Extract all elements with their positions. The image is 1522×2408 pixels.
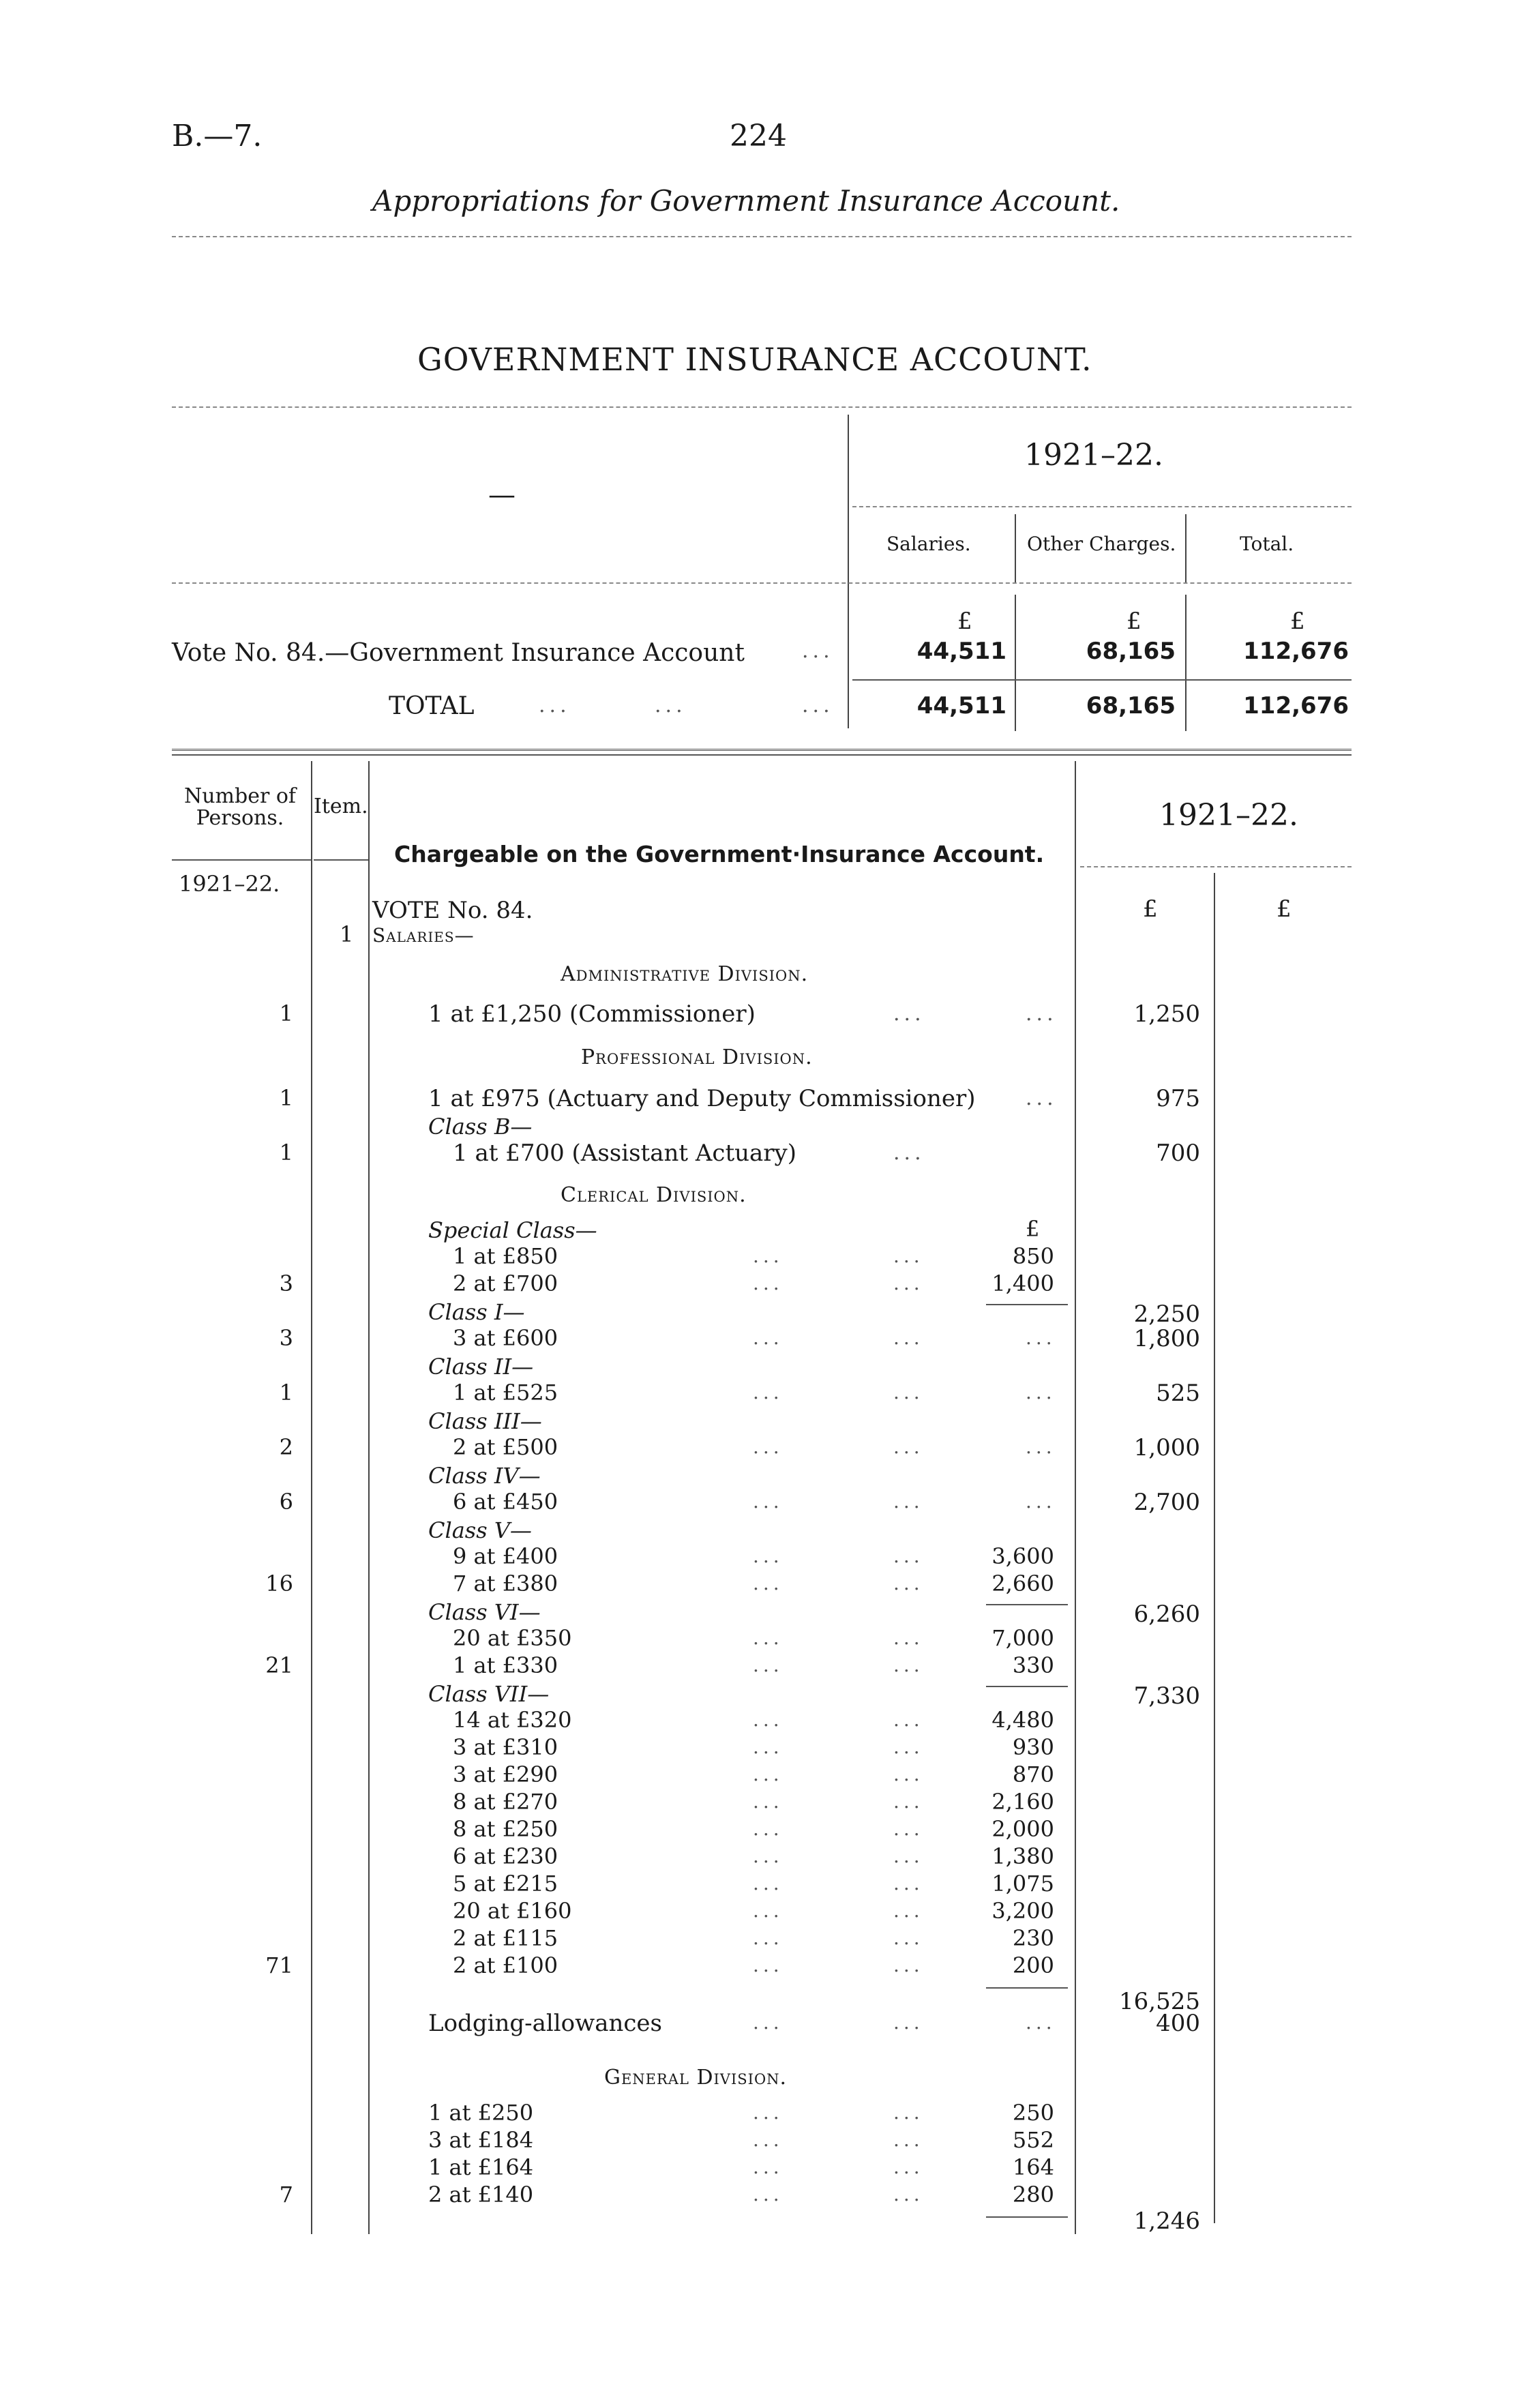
- total-divider: [1214, 873, 1215, 2223]
- dots-class-7f1: ...: [753, 1845, 784, 1867]
- dots-general-140a: ...: [753, 2183, 784, 2205]
- line-special-850: 1 at £850: [453, 1243, 558, 1269]
- dots-general-184b: ...: [893, 2128, 924, 2151]
- general-subtotal-rule: [986, 2216, 1068, 2218]
- summary-col-divider-1: [1015, 514, 1016, 582]
- amount-commissioner: 1,250: [1133, 1000, 1200, 1028]
- amount-special-class: 2,250: [1133, 1300, 1200, 1328]
- total-label: TOTAL: [389, 692, 475, 720]
- dots-class-1c: ...: [1026, 1326, 1056, 1349]
- sub-currency: £: [1026, 1216, 1040, 1242]
- sub-class-5b: 2,660: [991, 1571, 1054, 1596]
- dots-class-6a2: ...: [893, 1626, 924, 1649]
- sub-special-700: 1,400: [991, 1270, 1054, 1296]
- dots-class-6b1: ...: [753, 1654, 784, 1676]
- line-class-7b: 3 at £310: [453, 1734, 558, 1760]
- item-divider: [368, 761, 370, 2234]
- dots-class-7a1: ...: [753, 1708, 784, 1731]
- line-class-7f: 6 at £230: [453, 1843, 558, 1869]
- dots-class-7b1: ...: [753, 1736, 784, 1758]
- summary-header-rule: [172, 582, 1352, 584]
- line-class-3: 2 at £500: [453, 1434, 558, 1460]
- line-class-7c: 3 at £290: [453, 1762, 558, 1787]
- dots-lodging-1: ...: [753, 2011, 784, 2034]
- amount-actuary: 975: [1156, 1085, 1200, 1112]
- amount-class-4: 2,700: [1133, 1489, 1200, 1516]
- amount-lodging-allowances: 400: [1156, 2010, 1200, 2037]
- summary-top-rule: [172, 406, 1352, 408]
- line-class-7e: 8 at £250: [453, 1816, 558, 1842]
- class-6-subtotal-rule: [986, 1686, 1068, 1687]
- persons-special-class: 3: [279, 1270, 293, 1296]
- amount-clerical-total: 16,525: [1119, 1988, 1200, 2015]
- dots-class-7b2: ...: [893, 1736, 924, 1758]
- class-4-heading: Class IV—: [428, 1463, 541, 1489]
- summary-divider: [848, 415, 849, 728]
- line-class-7i: 2 at £115: [453, 1925, 558, 1951]
- sub-general-250: 250: [1012, 2100, 1054, 2126]
- dots-class-7i2: ...: [893, 1927, 924, 1949]
- dots-class-7e2: ...: [893, 1817, 924, 1840]
- sub-general-164: 164: [1012, 2154, 1054, 2180]
- total-leader-dots-1: ...: [539, 694, 571, 717]
- dots-class-7d1: ...: [753, 1790, 784, 1813]
- dots-special-700a: ...: [753, 1272, 784, 1294]
- sub-class-7h: 3,200: [991, 1898, 1054, 1924]
- sub-class-6a: 7,000: [991, 1625, 1054, 1651]
- dots-class-7f2: ...: [893, 1845, 924, 1867]
- amount-general-total: 1,246: [1133, 2208, 1200, 2235]
- total-currency-sign: £: [1277, 895, 1292, 923]
- total-leader-dots-2: ...: [655, 694, 687, 717]
- dots-class-7i1: ...: [753, 1927, 784, 1949]
- dots-class-2c: ...: [1026, 1381, 1056, 1403]
- line-class-6a: 20 at £350: [453, 1625, 572, 1651]
- dots-commissioner-1: ...: [893, 1002, 925, 1026]
- salaries-heading: Salaries—: [372, 924, 475, 947]
- summary-stub-dash: —: [488, 479, 516, 511]
- clerical-subtotal-rule: [986, 1987, 1068, 1989]
- line-class-7d: 8 at £270: [453, 1789, 558, 1815]
- clerical-division-heading: Clerical Division.: [561, 1183, 747, 1207]
- line-general-140: 2 at £140: [428, 2182, 534, 2208]
- column-other-charges: Other Charges.: [1027, 533, 1176, 555]
- sub-class-7b: 930: [1012, 1734, 1054, 1760]
- dots-special-700b: ...: [893, 1272, 924, 1294]
- total-currency: £: [1290, 608, 1305, 635]
- class-1-heading: Class I—: [428, 1299, 525, 1325]
- dots-general-250b: ...: [893, 2101, 924, 2124]
- dots-class-6b2: ...: [893, 1654, 924, 1676]
- vote-total: 112,676: [1243, 638, 1349, 665]
- dots-commissioner-2: ...: [1026, 1002, 1058, 1026]
- dots-special-850a: ...: [753, 1245, 784, 1267]
- administrative-division-heading: Administrative Division.: [561, 962, 809, 986]
- sub-general-184: 552: [1012, 2127, 1054, 2153]
- amount-assistant-actuary: 700: [1156, 1140, 1200, 1167]
- persons-header-rule: [172, 859, 311, 861]
- dots-class-2a: ...: [753, 1381, 784, 1403]
- persons-divider: [311, 761, 312, 2234]
- dots-class-7h2: ...: [893, 1899, 924, 1922]
- line-class-1: 3 at £600: [453, 1325, 558, 1351]
- persons-year: 1921–22.: [179, 871, 280, 897]
- line-class-7j: 2 at £100: [453, 1952, 558, 1978]
- dots-class-3a: ...: [753, 1436, 784, 1458]
- dots-class-1a: ...: [753, 1326, 784, 1349]
- dots-class-5a1: ...: [753, 1545, 784, 1567]
- summary-bottom-rule: [172, 749, 1352, 751]
- dots-general-164b: ...: [893, 2156, 924, 2178]
- dots-class-4a: ...: [753, 1490, 784, 1513]
- dots-class-7j2: ...: [893, 1954, 924, 1976]
- dots-class-5a2: ...: [893, 1545, 924, 1567]
- dots-class-7g1: ...: [753, 1872, 784, 1894]
- persons-commissioner: 1: [279, 1000, 293, 1026]
- dots-class-4c: ...: [1026, 1490, 1056, 1513]
- vote-label: Vote No. 84.—Government Insurance Account: [172, 639, 745, 667]
- dots-class-4b: ...: [893, 1490, 924, 1513]
- summary-year: 1921–22.: [1024, 438, 1163, 473]
- dots-class-3b: ...: [893, 1436, 924, 1458]
- dots-class-7j1: ...: [753, 1954, 784, 1976]
- line-lodging-allowances: Lodging-allowances: [428, 2010, 662, 2037]
- persons-class-3: 2: [279, 1434, 293, 1460]
- line-general-164: 1 at £164: [428, 2154, 534, 2180]
- dots-class-7h1: ...: [753, 1899, 784, 1922]
- item-number: 1: [340, 921, 354, 947]
- sub-class-7j: 200: [1012, 1952, 1054, 1978]
- dots-general-164a: ...: [753, 2156, 784, 2178]
- amount-class-1: 1,800: [1133, 1325, 1200, 1352]
- professional-division-heading: Professional Division.: [581, 1045, 813, 1069]
- summary-bottom-rule-2: [172, 754, 1352, 756]
- sub-class-6b: 330: [1012, 1652, 1054, 1678]
- line-class-4: 6 at £450: [453, 1489, 558, 1515]
- line-class-5a: 9 at £400: [453, 1543, 558, 1569]
- persons-assistant-actuary: 1: [279, 1140, 293, 1165]
- sub-class-7f: 1,380: [991, 1843, 1054, 1869]
- summary-total-rule: [852, 679, 1352, 681]
- line-special-700: 2 at £700: [453, 1270, 558, 1296]
- total-salaries: 44,511: [916, 692, 1006, 719]
- sub-general-140: 280: [1012, 2182, 1054, 2208]
- summary-col-divider-1b: [1015, 595, 1016, 731]
- class-b-heading: Class B—: [428, 1114, 533, 1140]
- dots-class-6a1: ...: [753, 1626, 784, 1649]
- amount-class-3: 1,000: [1133, 1434, 1200, 1461]
- dots-class-7a2: ...: [893, 1708, 924, 1731]
- dots-general-184a: ...: [753, 2128, 784, 2151]
- persons-class-6: 21: [265, 1652, 293, 1678]
- dots-special-850b: ...: [893, 1245, 924, 1267]
- total-other-charges: 68,165: [1086, 692, 1176, 719]
- detail-year: 1921–22.: [1159, 798, 1298, 833]
- special-subtotal-rule: [986, 1304, 1068, 1305]
- sub-special-850: 850: [1012, 1243, 1054, 1269]
- summary-title: GOVERNMENT INSURANCE ACCOUNT.: [417, 341, 1092, 378]
- dots-class-7d2: ...: [893, 1790, 924, 1813]
- vote-number: VOTE No. 84.: [372, 897, 533, 924]
- dots-actuary: ...: [1026, 1086, 1058, 1110]
- column-salaries: Salaries.: [886, 533, 971, 555]
- persons-class-1: 3: [279, 1325, 293, 1351]
- amount-currency: £: [1143, 895, 1158, 923]
- dots-assistant-actuary: ...: [893, 1141, 925, 1165]
- salaries-currency: £: [957, 608, 972, 635]
- general-division-heading: General Division.: [604, 2066, 788, 2090]
- line-class-7g: 5 at £215: [453, 1871, 558, 1897]
- sub-class-7i: 230: [1012, 1925, 1054, 1951]
- persons-actuary: 1: [279, 1085, 293, 1111]
- vote-other-charges: 68,165: [1086, 638, 1176, 665]
- sub-class-5a: 3,600: [991, 1543, 1054, 1569]
- dots-class-2b: ...: [893, 1381, 924, 1403]
- item-header-rule: [314, 859, 368, 861]
- dots-class-7g2: ...: [893, 1872, 924, 1894]
- summary-col-divider-2: [1185, 514, 1187, 582]
- dots-lodging-3: ...: [1026, 2011, 1056, 2034]
- page-subtitle: Appropriations for Government Insurance Account.: [372, 184, 1120, 218]
- class-5-heading: Class V—: [428, 1517, 532, 1543]
- line-class-5b: 7 at £380: [453, 1571, 558, 1596]
- class-3-heading: Class III—: [428, 1408, 542, 1434]
- line-assistant-actuary: 1 at £700 (Assistant Actuary): [453, 1140, 797, 1167]
- detail-year-rule: [1080, 866, 1352, 867]
- line-class-6b: 1 at £330: [453, 1652, 558, 1678]
- line-class-7h: 20 at £160: [453, 1898, 572, 1924]
- class-5-subtotal-rule: [986, 1604, 1068, 1605]
- vote-salaries: 44,511: [916, 638, 1006, 665]
- class-6-heading: Class VI—: [428, 1599, 541, 1625]
- sub-class-7a: 4,480: [991, 1707, 1054, 1733]
- dots-general-140b: ...: [893, 2183, 924, 2205]
- dots-class-5b1: ...: [753, 1572, 784, 1594]
- sub-class-7g: 1,075: [991, 1871, 1054, 1897]
- dots-general-250a: ...: [753, 2101, 784, 2124]
- summary-col-divider-2b: [1185, 595, 1187, 731]
- other-currency: £: [1126, 608, 1142, 635]
- dots-class-1b: ...: [893, 1326, 924, 1349]
- line-commissioner: 1 at £1,250 (Commissioner): [428, 1000, 756, 1028]
- column-total: Total.: [1240, 533, 1294, 555]
- dots-class-7c1: ...: [753, 1763, 784, 1785]
- amount-divider: [1075, 761, 1076, 2234]
- dots-lodging-2: ...: [893, 2011, 924, 2034]
- summary-year-rule: [852, 506, 1352, 507]
- line-class-2: 1 at £525: [453, 1380, 558, 1406]
- sub-class-7c: 870: [1012, 1762, 1054, 1787]
- column-number-of-persons: Number of Persons.: [183, 784, 297, 830]
- persons-general: 7: [279, 2182, 293, 2208]
- amount-class-6: 7,330: [1133, 1682, 1200, 1710]
- total-total: 112,676: [1243, 692, 1349, 719]
- dots-class-7e1: ...: [753, 1817, 784, 1840]
- amount-class-2: 525: [1156, 1380, 1200, 1407]
- line-class-7a: 14 at £320: [453, 1707, 572, 1733]
- dots-class-5b2: ...: [893, 1572, 924, 1594]
- class-2-heading: Class II—: [428, 1354, 534, 1380]
- line-actuary: 1 at £975 (Actuary and Deputy Commissioner): [428, 1085, 976, 1112]
- dots-class-3c: ...: [1026, 1436, 1056, 1458]
- sub-class-7e: 2,000: [991, 1816, 1054, 1842]
- column-item: Item.: [314, 794, 368, 818]
- dots-class-7c2: ...: [893, 1763, 924, 1785]
- persons-class-7: 71: [265, 1952, 293, 1978]
- chargeable-heading: Chargeable on the Government·Insurance Account.: [394, 841, 1045, 867]
- line-general-184: 3 at £184: [428, 2127, 534, 2153]
- document-reference: B.—7.: [172, 119, 263, 153]
- subtitle-rule: [172, 236, 1352, 237]
- persons-class-4: 6: [279, 1489, 293, 1515]
- page-number: 224: [730, 119, 787, 153]
- line-general-250: 1 at £250: [428, 2100, 534, 2126]
- class-7-heading: Class VII—: [428, 1681, 550, 1707]
- amount-class-5: 6,260: [1133, 1601, 1200, 1628]
- total-leader-dots-3: ...: [802, 694, 834, 717]
- sub-class-7d: 2,160: [991, 1789, 1054, 1815]
- vote-leader-dots: ...: [802, 639, 834, 663]
- persons-class-2: 1: [279, 1380, 293, 1406]
- persons-class-5: 16: [265, 1571, 293, 1596]
- special-class-heading: Special Class—: [428, 1217, 597, 1243]
